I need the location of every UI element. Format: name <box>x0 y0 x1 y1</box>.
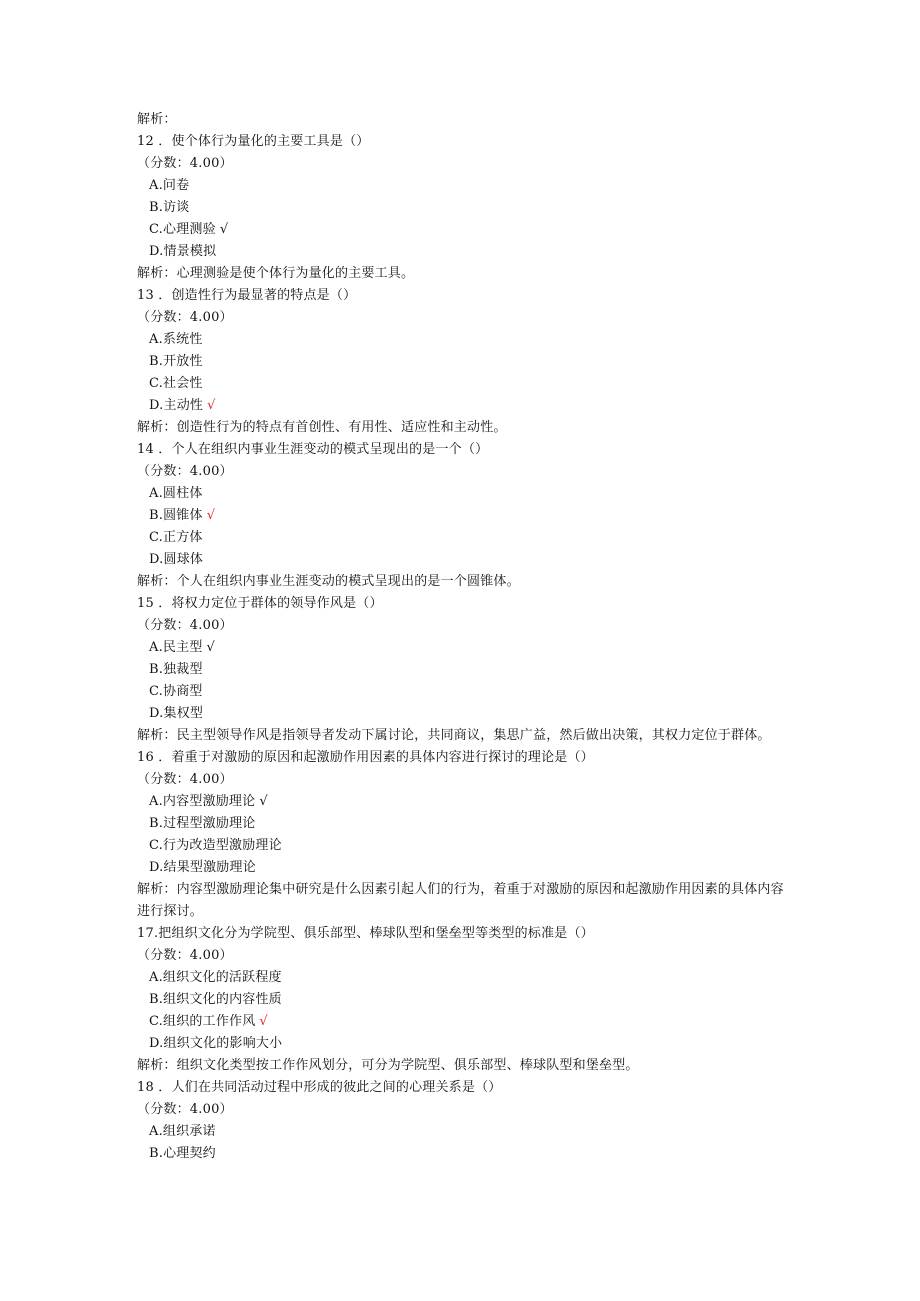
question-block <box>137 923 787 1077</box>
question-stem: 18 ．人们在共同活动过程中形成的彼此之间的心理关系是（） <box>137 1080 502 1095</box>
question-score: （分数：4.00） <box>137 310 233 325</box>
question-block <box>137 1077 787 1165</box>
answer-option <box>137 241 787 263</box>
question-analysis: 解析：创造性行为的特点有首创性、有用性、适应性和主动性。 <box>137 420 507 435</box>
option-text: D.结果型激励理论 <box>149 860 256 875</box>
answer-option <box>137 527 787 549</box>
question-score: （分数：4.00） <box>137 948 233 963</box>
question-stem: 16 ．着重于对激励的原因和起激励作用因素的具体内容进行探讨的理论是（） <box>137 750 594 765</box>
answer-option <box>137 1121 787 1143</box>
answer-option <box>137 967 787 989</box>
option-text: D.组织文化的影响大小 <box>149 1036 283 1051</box>
question-list <box>137 131 787 1165</box>
question-block <box>137 285 787 439</box>
answer-option <box>137 329 787 351</box>
answer-option <box>137 197 787 219</box>
option-text: A.内容型激励理论 <box>149 794 256 809</box>
option-text: B.独裁型 <box>149 662 203 677</box>
answer-option <box>137 659 787 681</box>
question-score: （分数：4.00） <box>137 156 233 171</box>
option-text: A.问卷 <box>149 178 190 193</box>
question-stem: 14 ．个人在组织内事业生涯变动的模式呈现出的是一个（） <box>137 442 489 457</box>
correct-check-icon: √ <box>206 640 216 655</box>
question-block <box>137 747 787 923</box>
option-text: A.圆柱体 <box>149 486 203 501</box>
answer-option <box>137 395 787 417</box>
question-score: （分数：4.00） <box>137 1102 233 1117</box>
option-text: B.访谈 <box>149 200 190 215</box>
analysis-label: 解析： <box>137 112 177 127</box>
answer-option <box>137 813 787 835</box>
option-text: B.心理契约 <box>149 1146 216 1161</box>
question-score: （分数：4.00） <box>137 464 233 479</box>
answer-option <box>137 857 787 879</box>
option-text: B.组织文化的内容性质 <box>149 992 282 1007</box>
question-score: （分数：4.00） <box>137 618 233 633</box>
question-block <box>137 593 787 747</box>
answer-option <box>137 505 787 527</box>
answer-option <box>137 681 787 703</box>
answer-option <box>137 175 787 197</box>
answer-option <box>137 1143 787 1165</box>
question-stem: 13 ．创造性行为最显著的特点是（） <box>137 288 357 303</box>
option-text: C.社会性 <box>149 376 203 391</box>
answer-option <box>137 703 787 725</box>
option-text: A.民主型 <box>149 640 203 655</box>
option-text: B.过程型激励理论 <box>149 816 256 831</box>
answer-option <box>137 1033 787 1055</box>
option-text: A.系统性 <box>149 332 203 347</box>
answer-option <box>137 483 787 505</box>
option-text: D.主动性 <box>149 398 204 413</box>
answer-option <box>137 835 787 857</box>
answer-option <box>137 1011 787 1033</box>
correct-check-icon: √ <box>207 398 216 413</box>
option-text: C.组织的工作作风 <box>149 1014 256 1029</box>
question-analysis: 解析：内容型激励理论集中研究是什么因素引起人们的行为，着重于对激励的原因和起激励作用因素的具体内容进行探讨。 <box>137 882 784 919</box>
question-analysis: 解析：心理测验是使个体行为量化的主要工具。 <box>137 266 415 281</box>
answer-option <box>137 637 787 659</box>
answer-option <box>137 791 787 813</box>
correct-check-icon: √ <box>259 1014 268 1029</box>
question-block <box>137 439 787 593</box>
option-text: C.协商型 <box>149 684 203 699</box>
answer-option <box>137 373 787 395</box>
question-stem: 15 ．将权力定位于群体的领导作风是（） <box>137 596 383 611</box>
question-analysis: 解析：个人在组织内事业生涯变动的模式呈现出的是一个圆锥体。 <box>137 574 520 589</box>
question-analysis: 解析：组织文化类型按工作作风划分，可分为学院型、俱乐部型、棒球队型和堡垒型。 <box>137 1058 639 1073</box>
question-stem: 12 ．使个体行为量化的主要工具是（） <box>137 134 370 149</box>
correct-check-icon: √ <box>206 508 216 523</box>
option-text: A.组织承诺 <box>149 1124 216 1139</box>
option-text: B.圆锥体 <box>149 508 203 523</box>
question-score: （分数：4.00） <box>137 772 233 787</box>
option-text: A.组织文化的活跃程度 <box>149 970 282 985</box>
question-analysis: 解析：民主型领导作风是指领导者发动下属讨论，共同商议，集思广益，然后做出决策，其权力定位于群体。 <box>137 728 771 743</box>
option-text: D.集权型 <box>149 706 204 721</box>
option-text: C.正方体 <box>149 530 203 545</box>
option-text: C.行为改造型激励理论 <box>149 838 282 853</box>
correct-check-icon: √ <box>219 222 229 237</box>
option-text: D.情景模拟 <box>149 244 217 259</box>
correct-check-icon: √ <box>259 794 268 809</box>
answer-option <box>137 549 787 571</box>
option-text: B.开放性 <box>149 354 203 369</box>
question-stem: 17.把组织文化分为学院型、俱乐部型、棒球队型和堡垒型等类型的标准是（） <box>137 926 594 941</box>
answer-option <box>137 989 787 1011</box>
answer-option <box>137 219 787 241</box>
question-block <box>137 131 787 285</box>
exam-page <box>137 109 787 1165</box>
answer-option <box>137 351 787 373</box>
option-text: C.心理测验 <box>149 222 216 237</box>
option-text: D.圆球体 <box>149 552 204 567</box>
